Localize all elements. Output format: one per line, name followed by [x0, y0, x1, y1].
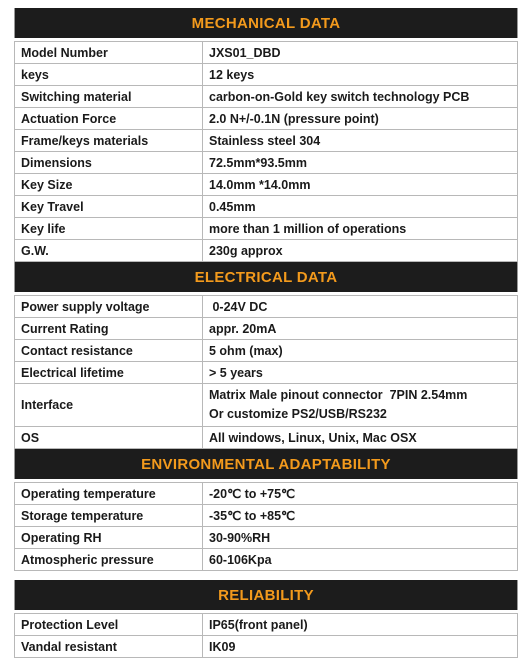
- spec-key: Atmospheric pressure: [15, 549, 203, 571]
- table-row: [15, 483, 518, 505]
- spec-key: Vandal resistant: [15, 636, 203, 658]
- spec-key: Interface: [15, 384, 203, 427]
- spec-key: keys: [15, 64, 203, 86]
- spec-value: IP65(front panel): [203, 614, 518, 636]
- spec-value: 14.0mm *14.0mm: [203, 174, 518, 196]
- spec-value-line: Matrix Male pinout connector 7PIN 2.54mm: [209, 388, 468, 402]
- section-header-reliability: RELIABILITY: [14, 580, 518, 610]
- table-row: [15, 427, 518, 449]
- table-row: [15, 296, 518, 318]
- spec-key: Key Size: [15, 174, 203, 196]
- table-row: [15, 218, 518, 240]
- spec-key: Electrical lifetime: [15, 362, 203, 384]
- spec-value-line: Or customize PS2/USB/RS232: [209, 407, 387, 421]
- spec-table-environmental: [14, 482, 518, 571]
- spec-value: > 5 years: [203, 362, 518, 384]
- spec-key: Storage temperature: [15, 505, 203, 527]
- spec-key: G.W.: [15, 240, 203, 262]
- spec-value: more than 1 million of operations: [203, 218, 518, 240]
- spec-key: Switching material: [15, 86, 203, 108]
- section-header-mechanical: MECHANICAL DATA: [14, 8, 518, 38]
- table-row: [15, 152, 518, 174]
- spec-value: [203, 384, 518, 427]
- spec-value: All windows, Linux, Unix, Mac OSX: [203, 427, 518, 449]
- spec-table-reliability: [14, 613, 518, 658]
- table-row: [15, 64, 518, 86]
- section-header-environmental: ENVIRONMENTAL ADAPTABILITY: [14, 449, 518, 479]
- table-row: [15, 108, 518, 130]
- table-row: [15, 362, 518, 384]
- table-row: [15, 614, 518, 636]
- spec-value: appr. 20mA: [203, 318, 518, 340]
- spec-table-mechanical: [14, 41, 518, 262]
- spec-key: Protection Level: [15, 614, 203, 636]
- spec-value: 0-24V DC: [203, 296, 518, 318]
- spec-value: 2.0 N+/-0.1N (pressure point): [203, 108, 518, 130]
- spec-key: Actuation Force: [15, 108, 203, 130]
- spec-value: 0.45mm: [203, 196, 518, 218]
- spec-value: JXS01_DBD: [203, 42, 518, 64]
- spec-key: Key Travel: [15, 196, 203, 218]
- table-row: [15, 505, 518, 527]
- spec-value: 72.5mm*93.5mm: [203, 152, 518, 174]
- spec-key: Frame/keys materials: [15, 130, 203, 152]
- spec-sheet: [14, 8, 518, 658]
- spec-value: IK09: [203, 636, 518, 658]
- table-row: [15, 42, 518, 64]
- spec-key: Power supply voltage: [15, 296, 203, 318]
- table-row: [15, 527, 518, 549]
- spec-key: Model Number: [15, 42, 203, 64]
- spec-value: -35℃ to +85℃: [203, 505, 518, 527]
- spec-table-electrical: [14, 295, 518, 449]
- table-row: [15, 196, 518, 218]
- spec-key: Key life: [15, 218, 203, 240]
- table-row: [15, 340, 518, 362]
- spec-value: 60-106Kpa: [203, 549, 518, 571]
- spec-value: Stainless steel 304: [203, 130, 518, 152]
- table-row: [15, 240, 518, 262]
- table-row: [15, 384, 518, 427]
- table-row: [15, 318, 518, 340]
- table-row: [15, 549, 518, 571]
- table-row: [15, 130, 518, 152]
- spec-value: 5 ohm (max): [203, 340, 518, 362]
- spec-value: carbon-on-Gold key switch technology PCB: [203, 86, 518, 108]
- spec-key: OS: [15, 427, 203, 449]
- spec-value: -20℃ to +75℃: [203, 483, 518, 505]
- spec-value: 30-90%RH: [203, 527, 518, 549]
- spec-value: 230g approx: [203, 240, 518, 262]
- spec-value: 12 keys: [203, 64, 518, 86]
- spec-key: Contact resistance: [15, 340, 203, 362]
- spec-key: Operating RH: [15, 527, 203, 549]
- table-row: [15, 174, 518, 196]
- table-row: [15, 636, 518, 658]
- section-header-electrical: ELECTRICAL DATA: [14, 262, 518, 292]
- spec-key: Operating temperature: [15, 483, 203, 505]
- spec-key: Current Rating: [15, 318, 203, 340]
- table-row: [15, 86, 518, 108]
- spec-key: Dimensions: [15, 152, 203, 174]
